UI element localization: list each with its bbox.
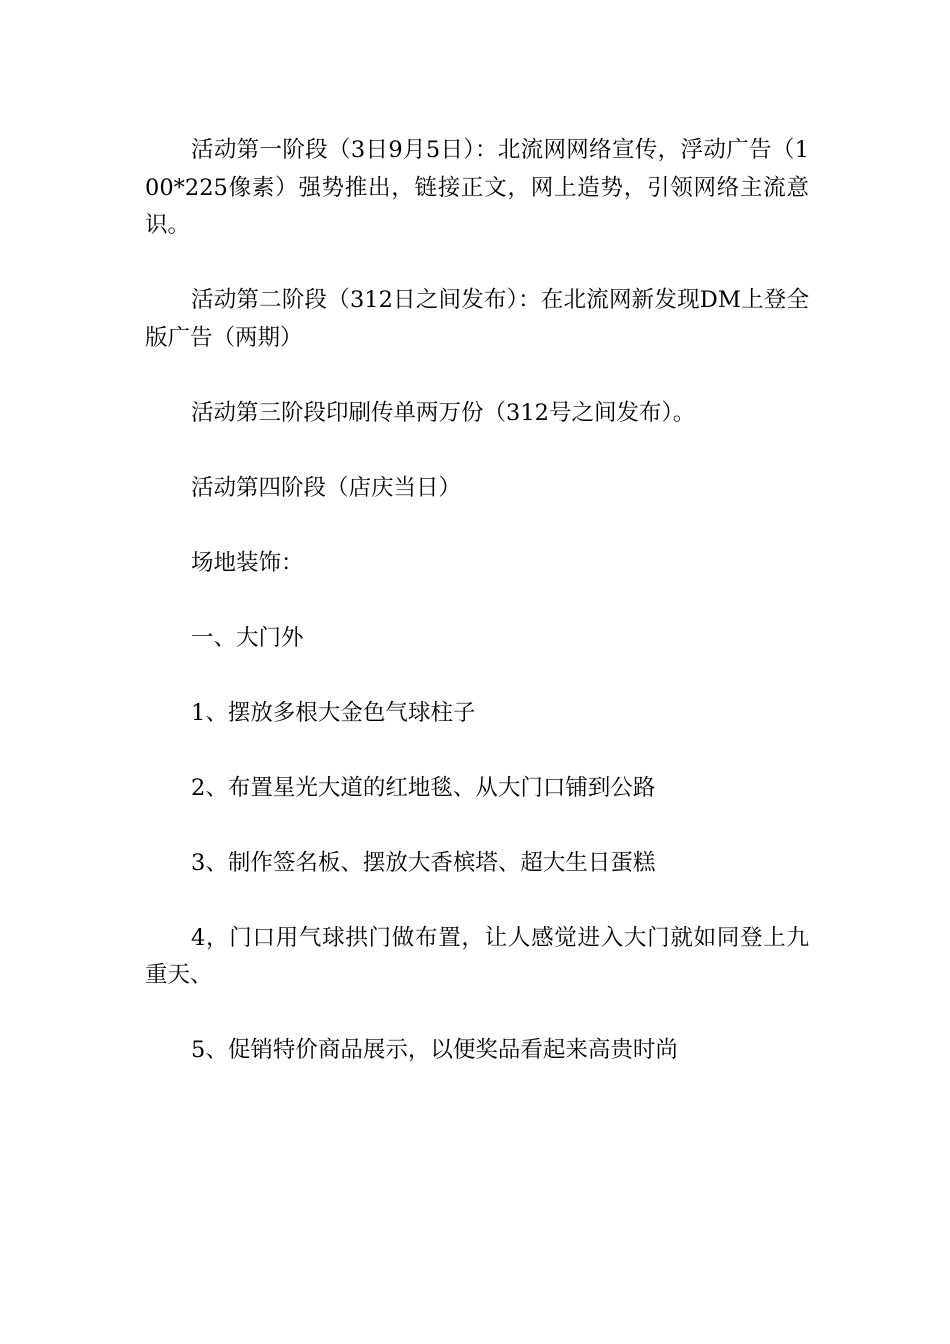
paragraph-stage-4: 活动第四阶段（店庆当日）	[191, 474, 462, 501]
list-item-4: 4，门口用气球拱门做布置，让人感觉进入大门就如同登上九重天、	[145, 924, 809, 988]
list-item-3: 3、制作签名板、摆放大香槟塔、超大生日蛋糕	[191, 849, 656, 876]
list-item-5: 5、促销特价商品展示，以便奖品看起来高贵时尚	[191, 1037, 678, 1063]
document-body	[145, 132, 809, 1107]
paragraph-stage-2: 活动第二阶段（312日之间发布）：在北流网新发现DM上登全版广告（两期）	[145, 287, 809, 351]
paragraph-section-outside-gate: 一、大门外	[191, 624, 304, 651]
list-item-1: 1、摆放多根大金色气球柱子	[191, 699, 476, 726]
list-item-2: 2、布置星光大道的红地毯、从大门口铺到公路	[191, 774, 656, 801]
paragraph-stage-1: 活动第一阶段（3日9月5日）：北流网网络宣传，浮动广告（100*225像素）强势推出，链接正文，网上造势，引领网络主流意识。	[145, 137, 809, 238]
paragraph-venue-decoration: 场地装饰：	[191, 549, 304, 576]
paragraph-stage-3: 活动第三阶段印刷传单两万份（312号之间发布）。	[191, 399, 696, 426]
